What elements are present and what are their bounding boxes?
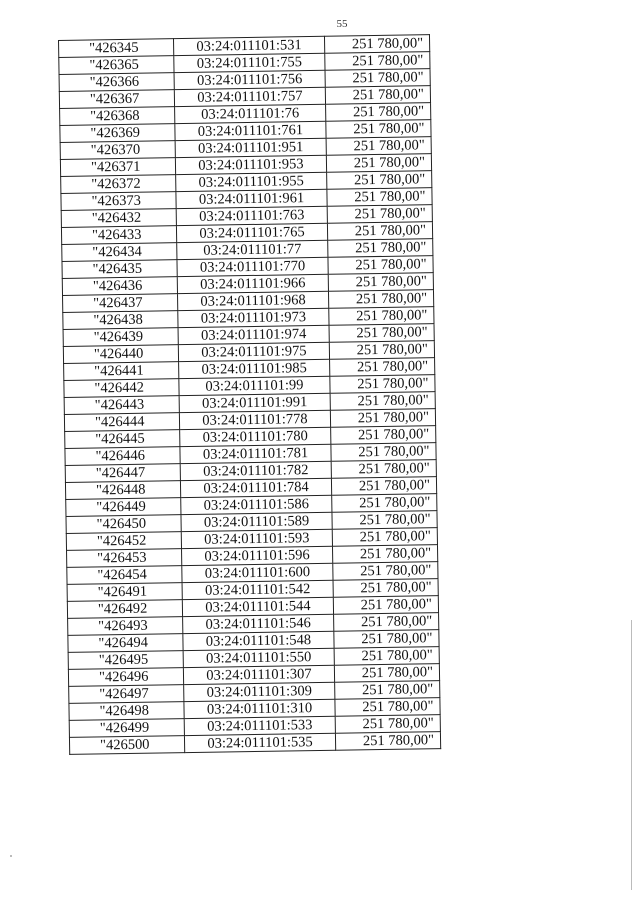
cadastral-number-cell: 03:24:011101:550	[183, 648, 334, 667]
cadastral-number-cell: 03:24:011101:548	[183, 631, 334, 650]
cost-cell: 251 780,00"	[326, 137, 431, 156]
cadastral-number-cell: 03:24:011101:77	[177, 240, 328, 259]
cost-cell: 251 780,00"	[333, 562, 438, 581]
registry-number-cell: "426373	[61, 192, 176, 211]
cost-cell: 251 780,00"	[327, 222, 432, 241]
registry-number-cell: "426442	[64, 379, 179, 398]
cost-cell: 251 780,00"	[327, 171, 432, 190]
cost-cell: 251 780,00"	[332, 494, 437, 513]
cadastral-number-cell: 03:24:011101:966	[177, 274, 328, 293]
cost-cell: 251 780,00"	[325, 86, 430, 105]
cadastral-number-cell: 03:24:011101:975	[178, 342, 329, 361]
registry-number-cell: "426500	[69, 736, 184, 755]
registry-number-cell: "426435	[62, 260, 177, 279]
registry-number-cell: "426446	[65, 447, 180, 466]
cost-cell: 251 780,00"	[331, 443, 436, 462]
cost-cell: 251 780,00"	[330, 358, 435, 377]
cadastral-number-cell: 03:24:011101:600	[182, 563, 333, 582]
cadastral-number-cell: 03:24:011101:765	[176, 223, 327, 242]
cadastral-number-cell: 03:24:011101:973	[178, 308, 329, 327]
cadastral-number-cell: 03:24:011101:968	[177, 291, 328, 310]
registry-number-cell: "426497	[69, 685, 184, 704]
cost-cell: 251 780,00"	[326, 154, 431, 173]
cadastral-number-cell: 03:24:011101:985	[179, 359, 330, 378]
cost-cell: 251 780,00"	[326, 103, 431, 122]
cadastral-number-cell: 03:24:011101:784	[180, 478, 331, 497]
registry-number-cell: "426498	[69, 702, 184, 721]
registry-number-cell: "426436	[62, 277, 177, 296]
cost-cell: 251 780,00"	[328, 273, 433, 292]
cost-cell: 251 780,00"	[335, 732, 440, 751]
cost-cell: 251 780,00"	[329, 324, 434, 343]
cost-cell: 251 780,00"	[330, 375, 435, 394]
cost-cell: 251 780,00"	[326, 120, 431, 139]
cost-cell: 251 780,00"	[331, 426, 436, 445]
registry-number-cell: "426432	[61, 209, 176, 228]
cost-cell: 251 780,00"	[332, 511, 437, 530]
registry-number-cell: "426371	[60, 158, 175, 177]
cadastral-number-cell: 03:24:011101:533	[184, 716, 335, 735]
cadastral-number-cell: 03:24:011101:76	[175, 104, 326, 123]
registry-number-cell: "426494	[68, 634, 183, 653]
registry-number-cell: "426495	[68, 651, 183, 670]
cadastral-number-cell: 03:24:011101:586	[181, 495, 332, 514]
registry-number-cell: "426447	[65, 464, 180, 483]
scan-edge-mark	[631, 620, 632, 890]
cost-cell: 251 780,00"	[334, 664, 439, 683]
cadastral-number-cell: 03:24:011101:757	[174, 87, 325, 106]
cost-cell: 251 780,00"	[335, 681, 440, 700]
registry-number-cell: "426433	[61, 226, 176, 245]
cadastral-number-cell: 03:24:011101:544	[182, 597, 333, 616]
registry-number-cell: "426448	[65, 481, 180, 500]
cadastral-number-cell: 03:24:011101:953	[175, 155, 326, 174]
cadastral-number-cell: 03:24:011101:535	[184, 733, 335, 752]
cadastral-number-cell: 03:24:011101:778	[179, 410, 330, 429]
registry-number-cell: "426437	[63, 294, 178, 313]
registry-number-cell: "426434	[62, 243, 177, 262]
cost-cell: 251 780,00"	[335, 715, 440, 734]
cadastral-number-cell: 03:24:011101:531	[173, 36, 324, 55]
cadastral-number-cell: 03:24:011101:596	[182, 546, 333, 565]
cost-cell: 251 780,00"	[334, 613, 439, 632]
cost-cell: 251 780,00"	[331, 477, 436, 496]
registry-number-cell: "426438	[63, 311, 178, 330]
cadastral-number-cell: 03:24:011101:780	[180, 427, 331, 446]
registry-number-cell: "426368	[60, 107, 175, 126]
registry-number-cell: "426496	[68, 668, 183, 687]
cost-cell: 251 780,00"	[324, 35, 429, 54]
registry-number-cell: "426370	[60, 141, 175, 160]
cost-cell: 251 780,00"	[331, 460, 436, 479]
cost-cell: 251 780,00"	[333, 579, 438, 598]
cadastral-number-cell: 03:24:011101:955	[176, 172, 327, 191]
registry-number-cell: "426493	[68, 617, 183, 636]
registry-number-cell: "426440	[63, 345, 178, 364]
registry-number-cell: "426452	[66, 532, 181, 551]
cost-cell: 251 780,00"	[329, 307, 434, 326]
cost-cell: 251 780,00"	[328, 239, 433, 258]
registry-number-cell: "426453	[67, 549, 182, 568]
cost-cell: 251 780,00"	[334, 630, 439, 649]
cost-cell: 251 780,00"	[334, 647, 439, 666]
registry-number-cell: "426444	[64, 413, 179, 432]
cost-cell: 251 780,00"	[329, 341, 434, 360]
cost-cell: 251 780,00"	[328, 290, 433, 309]
cadastral-number-cell: 03:24:011101:781	[180, 444, 331, 463]
registry-number-cell: "426367	[59, 90, 174, 109]
cadastral-number-cell: 03:24:011101:99	[179, 376, 330, 395]
registry-number-cell: "426450	[66, 515, 181, 534]
cost-cell: 251 780,00"	[335, 698, 440, 717]
cadastral-number-cell: 03:24:011101:782	[180, 461, 331, 480]
cadastral-table	[58, 34, 441, 755]
cadastral-number-cell: 03:24:011101:961	[176, 189, 327, 208]
page-number: 55	[336, 18, 348, 30]
table-body	[59, 35, 441, 755]
cost-cell: 251 780,00"	[327, 188, 432, 207]
cadastral-number-cell: 03:24:011101:542	[182, 580, 333, 599]
registry-number-cell: "426372	[61, 175, 176, 194]
cadastral-number-cell: 03:24:011101:593	[181, 529, 332, 548]
cadastral-number-cell: 03:24:011101:770	[177, 257, 328, 276]
registry-number-cell: "426369	[60, 124, 175, 143]
registry-number-cell: "426491	[67, 583, 182, 602]
registry-number-cell: "426492	[67, 600, 182, 619]
cadastral-number-cell: 03:24:011101:307	[183, 665, 334, 684]
cadastral-number-cell: 03:24:011101:991	[179, 393, 330, 412]
cadastral-number-cell: 03:24:011101:756	[174, 70, 325, 89]
cost-cell: 251 780,00"	[328, 256, 433, 275]
cadastral-number-cell: 03:24:011101:974	[178, 325, 329, 344]
cost-cell: 251 780,00"	[330, 392, 435, 411]
scan-dot-mark	[10, 855, 12, 857]
cadastral-number-cell: 03:24:011101:951	[175, 138, 326, 157]
document-sheet	[58, 34, 441, 755]
registry-number-cell: "426454	[67, 566, 182, 585]
registry-number-cell: "426443	[64, 396, 179, 415]
cadastral-number-cell: 03:24:011101:546	[183, 614, 334, 633]
registry-number-cell: "426445	[65, 430, 180, 449]
cadastral-number-cell: 03:24:011101:589	[181, 512, 332, 531]
registry-number-cell: "426345	[59, 39, 174, 58]
cost-cell: 251 780,00"	[332, 528, 437, 547]
registry-number-cell: "426499	[69, 719, 184, 738]
registry-number-cell: "426441	[64, 362, 179, 381]
cost-cell: 251 780,00"	[325, 69, 430, 88]
cadastral-number-cell: 03:24:011101:763	[176, 206, 327, 225]
cost-cell: 251 780,00"	[327, 205, 432, 224]
registry-number-cell: "426439	[63, 328, 178, 347]
cost-cell: 251 780,00"	[332, 545, 437, 564]
cadastral-number-cell: 03:24:011101:761	[175, 121, 326, 140]
cadastral-number-cell: 03:24:011101:309	[184, 682, 335, 701]
cost-cell: 251 780,00"	[330, 409, 435, 428]
registry-number-cell: "426365	[59, 56, 174, 75]
registry-number-cell: "426366	[59, 73, 174, 92]
registry-number-cell: "426449	[66, 498, 181, 517]
cadastral-number-cell: 03:24:011101:755	[174, 53, 325, 72]
cost-cell: 251 780,00"	[333, 596, 438, 615]
cadastral-number-cell: 03:24:011101:310	[184, 699, 335, 718]
cost-cell: 251 780,00"	[325, 52, 430, 71]
